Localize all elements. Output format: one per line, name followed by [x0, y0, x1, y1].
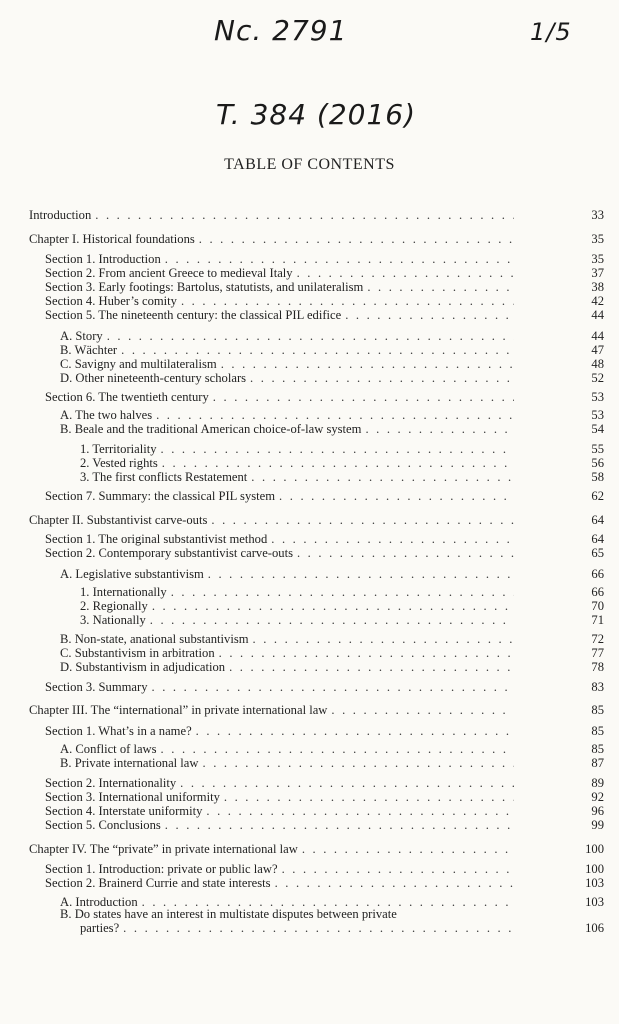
toc-entry-title: A. Legislative substantivism — [60, 567, 204, 581]
toc-page-number: 64 — [591, 513, 604, 527]
toc-entry-title: A. Introduction — [60, 895, 138, 909]
toc-page-number: 77 — [591, 646, 604, 660]
toc-page-number: 103 — [585, 895, 604, 909]
toc-entry — [29, 513, 604, 527]
toc-page-number: 53 — [591, 408, 604, 422]
toc-entry-title: Section 3. International uniformity — [45, 790, 220, 804]
dot-leader — [367, 280, 514, 294]
toc-entry-title: Chapter IV. The “private” in private international law — [29, 842, 298, 856]
toc-page-number: 58 — [591, 470, 604, 484]
toc-page-number: 42 — [591, 294, 604, 308]
dot-leader — [282, 862, 514, 876]
toc-page-number: 89 — [591, 776, 604, 790]
toc-page-number: 44 — [591, 329, 604, 343]
toc-entry-title: Section 5. The nineteenth century: the classical PIL edifice — [45, 308, 342, 322]
toc-entry-title: Section 3. Summary — [45, 680, 148, 694]
toc-entry — [45, 489, 604, 503]
dot-leader — [221, 357, 514, 371]
toc-entry — [60, 329, 604, 343]
toc-entry-title: D. Other nineteenth-century scholars — [60, 371, 247, 385]
toc-page-number: 55 — [591, 442, 604, 456]
toc-entry-title: Section 4. Huber’s comity — [45, 294, 177, 308]
toc-page-number: 70 — [591, 599, 604, 613]
toc-page-number: 66 — [591, 567, 604, 581]
toc-entry — [80, 470, 604, 484]
dot-leader — [279, 489, 514, 503]
dot-leader — [199, 232, 514, 246]
toc-entry-title: Section 1. What’s in a name? — [45, 724, 192, 738]
page-title: TABLE OF CONTENTS — [224, 156, 395, 173]
toc-entry-title: Chapter III. The “international” in private international law — [29, 703, 328, 717]
toc-entry — [29, 208, 604, 222]
toc-entry — [29, 232, 604, 246]
dot-leader — [213, 390, 514, 404]
toc-entry-title: Chapter II. Substantivist carve-outs — [29, 513, 208, 527]
toc-entry-title: Section 1. The original substantivist method — [45, 532, 268, 546]
toc-entry-title: B. Beale and the traditional American choice-of-law system — [60, 422, 362, 436]
dot-leader — [302, 842, 514, 856]
toc-entry — [45, 308, 604, 322]
dot-leader — [156, 408, 514, 422]
toc-entry — [45, 724, 604, 738]
toc-entry-title: parties? — [80, 921, 120, 935]
toc-entry-title: B. Private international law — [60, 756, 199, 770]
dot-leader — [165, 818, 514, 832]
dot-leader — [196, 724, 514, 738]
toc-entry — [45, 390, 604, 404]
toc-page-number: 87 — [591, 756, 604, 770]
dot-leader — [219, 646, 514, 660]
toc-page-number: 85 — [591, 724, 604, 738]
toc-entry — [45, 266, 604, 280]
toc-page-number: 38 — [591, 280, 604, 294]
dot-leader — [206, 804, 514, 818]
toc-page-number: 52 — [591, 371, 604, 385]
dot-leader — [229, 660, 514, 674]
toc-entry — [45, 546, 604, 560]
toc-page-number: 106 — [585, 921, 604, 935]
toc-entry-title: 3. Nationally — [80, 613, 146, 627]
toc-entry — [29, 842, 604, 856]
toc-entry — [80, 613, 604, 627]
dot-leader — [152, 599, 514, 613]
toc-entry — [45, 876, 604, 890]
handwritten-catalog-number: Nc. 2791 — [214, 14, 348, 47]
handwritten-volume: T. 384 (2016) — [216, 98, 417, 131]
dot-leader — [224, 790, 514, 804]
dot-leader — [171, 585, 514, 599]
toc-page-number: 35 — [591, 232, 604, 246]
toc-entry — [80, 456, 604, 470]
toc-entry — [45, 862, 604, 876]
toc-page-number: 100 — [585, 842, 604, 856]
toc-entry — [45, 280, 604, 294]
toc-entry — [60, 371, 604, 385]
toc-entry — [45, 252, 604, 266]
toc-page-number: 96 — [591, 804, 604, 818]
toc-entry — [45, 790, 604, 804]
toc-entry-title: B. Non-state, anational substantivism — [60, 632, 249, 646]
dot-leader — [95, 208, 514, 222]
toc-entry-title: Section 7. Summary: the classical PIL system — [45, 489, 276, 503]
toc-page-number: 37 — [591, 266, 604, 280]
toc-entry-title: A. Conflict of laws — [60, 742, 157, 756]
dot-leader — [107, 329, 514, 343]
toc-entry — [80, 585, 604, 599]
toc-page-number: 48 — [591, 357, 604, 371]
toc-entry-title: D. Substantivism in adjudication — [60, 660, 226, 674]
toc-entry-title: Section 4. Interstate uniformity — [45, 804, 203, 818]
toc-entry — [60, 660, 604, 674]
toc-page-number: 83 — [591, 680, 604, 694]
toc-entry-title: Chapter I. Historical foundations — [29, 232, 195, 246]
toc-entry-title: C. Savigny and multilateralism — [60, 357, 217, 371]
toc-entry-title: Section 2. Contemporary substantivist carve-outs — [45, 546, 293, 560]
toc-entry-title: 1. Territoriality — [80, 442, 157, 456]
toc-page-number: 103 — [585, 876, 604, 890]
toc-entry-title: Section 2. Brainerd Currie and state interests — [45, 876, 271, 890]
dot-leader — [121, 343, 514, 357]
dot-leader — [162, 456, 514, 470]
toc-entry-title: Section 5. Conclusions — [45, 818, 161, 832]
dot-leader — [208, 567, 514, 581]
toc-page-number: 85 — [591, 703, 604, 717]
toc-entry-title: Section 6. The twentieth century — [45, 390, 209, 404]
toc-page-number: 62 — [591, 489, 604, 503]
toc-page-number: 78 — [591, 660, 604, 674]
toc-entry — [60, 343, 604, 357]
toc-entry — [60, 567, 604, 581]
toc-page-number: 56 — [591, 456, 604, 470]
toc-entry-title: A. The two halves — [60, 408, 153, 422]
toc-entry-title: Section 3. Early footings: Bartolus, statutists, and unilateralism — [45, 280, 364, 294]
dot-leader — [271, 532, 514, 546]
toc-entry — [60, 895, 604, 909]
toc-entry-title: 3. The first conflicts Restatement — [80, 470, 248, 484]
dot-leader — [250, 371, 514, 385]
dot-leader — [152, 680, 515, 694]
toc-wrapped-line: B. Do states have an interest in multistate disputes between private — [60, 907, 397, 921]
toc-page-number: 35 — [591, 252, 604, 266]
toc-page-number: 71 — [591, 613, 604, 627]
toc-entry-title: 1. Internationally — [80, 585, 167, 599]
toc-entry-title: 2. Vested rights — [80, 456, 158, 470]
toc-entry-title: Introduction — [29, 208, 92, 222]
dot-leader — [275, 876, 514, 890]
toc-entry-title: Section 2. From ancient Greece to medieval Italy — [45, 266, 293, 280]
dot-leader — [161, 742, 514, 756]
toc-entry — [60, 632, 604, 646]
toc-page-number: 64 — [591, 532, 604, 546]
toc-page-number: 92 — [591, 790, 604, 804]
dot-leader — [345, 308, 514, 322]
toc-entry — [45, 818, 604, 832]
dot-leader — [251, 470, 514, 484]
toc-entry-title: 2. Regionally — [80, 599, 148, 613]
toc-entry — [60, 408, 604, 422]
toc-page-number: 100 — [585, 862, 604, 876]
toc-entry-title: Section 1. Introduction — [45, 252, 161, 266]
toc-entry — [60, 646, 604, 660]
toc-entry — [45, 680, 604, 694]
dot-leader — [150, 613, 514, 627]
toc-page-number: 72 — [591, 632, 604, 646]
dot-leader — [181, 294, 514, 308]
toc-page-number: 54 — [591, 422, 604, 436]
toc-entry — [60, 756, 604, 770]
toc-entry — [45, 804, 604, 818]
toc-entry-title: B. Wächter — [60, 343, 118, 357]
dot-leader — [297, 546, 514, 560]
toc-page-number: 65 — [591, 546, 604, 560]
toc-entry — [29, 703, 604, 717]
toc-entry — [45, 776, 604, 790]
dot-leader — [297, 266, 514, 280]
toc-entry-title: C. Substantivism in arbitration — [60, 646, 215, 660]
toc-entry — [60, 357, 604, 371]
dot-leader — [123, 921, 514, 935]
toc-entry-title: Section 2. Internationality — [45, 776, 177, 790]
dot-leader — [165, 252, 514, 266]
toc-page-number: 99 — [591, 818, 604, 832]
dot-leader — [211, 513, 514, 527]
dot-leader — [365, 422, 514, 436]
toc-page-number: 33 — [591, 208, 604, 222]
dot-leader — [331, 703, 514, 717]
dot-leader — [161, 442, 514, 456]
toc-entry — [80, 599, 604, 613]
toc-page-number: 44 — [591, 308, 604, 322]
toc-entry-title: Section 1. Introduction: private or public law? — [45, 862, 278, 876]
toc-page-number: 47 — [591, 343, 604, 357]
toc-entry — [80, 442, 604, 456]
dot-leader — [203, 756, 515, 770]
toc-entry — [45, 294, 604, 308]
toc-page-number: 85 — [591, 742, 604, 756]
dot-leader — [253, 632, 514, 646]
dot-leader — [180, 776, 514, 790]
handwritten-fraction: 1/5 — [530, 18, 572, 46]
toc-entry — [45, 532, 604, 546]
dot-leader — [142, 895, 514, 909]
toc-entry — [60, 742, 604, 756]
toc-entry-title: A. Story — [60, 329, 103, 343]
toc-entry — [60, 422, 604, 436]
toc-page-number: 66 — [591, 585, 604, 599]
toc-page-number: 53 — [591, 390, 604, 404]
toc-entry — [80, 921, 604, 935]
